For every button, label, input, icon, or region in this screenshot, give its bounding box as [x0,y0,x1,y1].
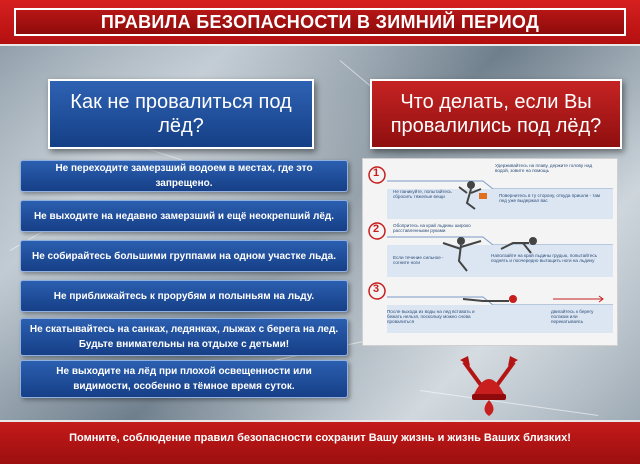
rule-item [20,160,348,192]
left-heading-text: Как не провалиться под лёд? [70,91,292,137]
rule-text: Не переходите замерзший водоем в местах, где это запрещено. [55,163,313,189]
rule-text: Не выходите на лёд при плохой освещенности или видимости, особенно в тёмное время суток. [56,366,312,392]
person-head [529,237,537,245]
rule-item [20,318,348,356]
person-head [509,295,517,303]
fire-emblem-icon [456,352,522,418]
rule-text: Не скатывайтесь на санках, ледянках, лыжах с берега на лед. Будьте внимательны на отдыхе с детьми! [29,324,339,350]
diagram-label: Если течение сильное - согните ноги [393,255,444,266]
rule-text: Не приближайтесь к прорубям и полыньям на льду. [53,290,315,302]
bag-icon [479,193,487,199]
rule-item [20,280,348,312]
step-number: 1 [373,167,380,179]
ice-edge [387,237,613,245]
diagram-label: Повернитесь в ту сторону, откуда пришли - там лед уже выдержал вас [499,193,601,204]
rule-text: Не собирайтесь большими группами на одном участке льда. [31,250,336,262]
rule-item [20,200,348,232]
right-heading-text: Что делать, если Вы провалились под лёд? [390,91,602,137]
diagram-label: Наползайте на край льдины грудью, попытайтесь поднять и поочередно вытащить ноги на льдину [491,253,598,264]
left-section-heading [48,79,314,149]
footer-message: Помните, соблюдение правил безопасности сохранит Вашу жизнь и жизнь Ваших близких! [69,432,571,444]
person-head [467,181,475,189]
diagram-label: Обопритесь на край льдины широко расставленными руками [393,223,471,234]
rule-item [20,360,348,398]
rescue-diagram [362,158,618,346]
diagram-label: Не паникуйте, попытайтесь сбросить тяжелые вещи [393,189,452,200]
person-head [457,237,465,245]
diagram-label: двигайтесь к берегу ползком или перекатываясь [551,309,594,325]
step-number: 2 [373,223,380,235]
page-title: ПРАВИЛА БЕЗОПАСНОСТИ В ЗИМНИЙ ПЕРИОД [14,8,626,36]
ice-edge [387,181,613,189]
rule-text: Не выходите на недавно замерзший и ещё неокрепший лёд. [33,210,335,222]
right-section-heading [370,79,622,149]
diagram-label: Удерживайтесь на плаву, держите голову над водой, зовите на помощь [495,163,593,174]
step-number: 3 [373,283,380,295]
diagram-label: После выхода из воды на лед вставать и бежать нельзя, поскольку можно снова провалиться [387,309,475,325]
rule-item [20,240,348,272]
